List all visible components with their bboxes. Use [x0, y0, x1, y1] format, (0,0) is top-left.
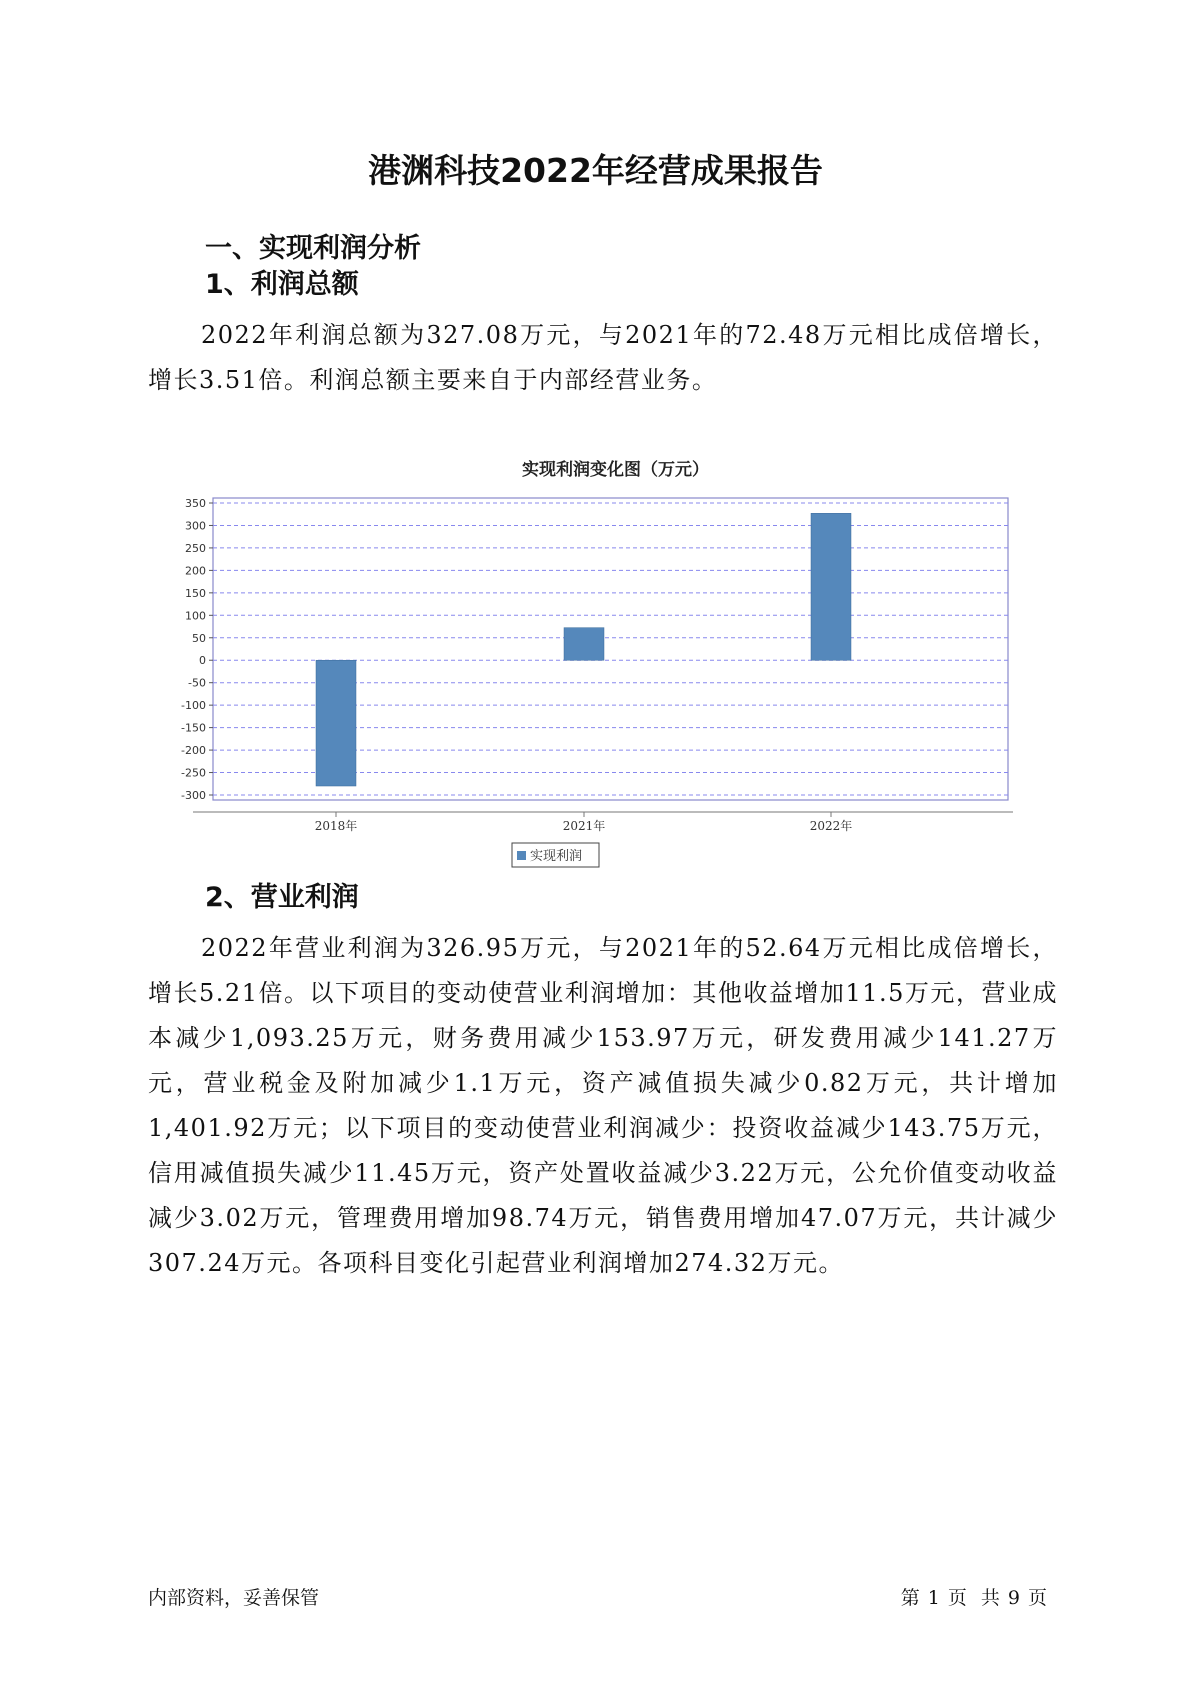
page-title: 港渊科技2022年经营成果报告	[368, 151, 823, 190]
y-tick-label: -250	[181, 766, 206, 780]
paragraph-profit-total: 2022年利润总额为327.08万元，与2021年的72.48万元相比成倍增长，增长3.51倍。利润总额主要来自于内部经营业务。	[148, 321, 1058, 394]
y-tick-label: -100	[181, 699, 206, 713]
y-tick-label: 100	[185, 609, 206, 623]
y-tick-label: 50	[192, 631, 206, 645]
x-tick-label: 2022年	[809, 819, 853, 833]
total-prefix: 共	[980, 1587, 1000, 1609]
legend-label: 实现利润	[530, 849, 583, 864]
section-heading: 一、实现利润分析	[205, 233, 421, 264]
x-tick-label: 2018年	[314, 819, 358, 833]
bar-2018年	[316, 660, 356, 786]
bar-2022年	[811, 513, 851, 660]
subsection-heading-operating-profit: 2、营业利润	[205, 882, 359, 913]
y-tick-label: 200	[185, 564, 206, 578]
subsection-heading-profit-total: 1、利润总额	[205, 269, 359, 300]
y-tick-label: -50	[188, 676, 206, 690]
y-tick-label: 150	[185, 586, 206, 600]
total-pages: 9	[1007, 1587, 1020, 1609]
page-prefix: 第	[900, 1587, 920, 1609]
profit-chart	[170, 455, 1040, 915]
y-tick-label: 300	[185, 519, 206, 533]
chart-title: 实现利润变化图（万元）	[522, 460, 709, 480]
y-tick-label: 250	[185, 541, 206, 555]
footer-page-number	[897, 1583, 1051, 1610]
footer-confidential-note: 内部资料，妥善保管	[148, 1587, 320, 1609]
legend-swatch	[517, 851, 526, 860]
total-suffix: 页	[1027, 1587, 1047, 1609]
y-tick-label: 0	[199, 654, 206, 668]
y-tick-label: -300	[181, 789, 206, 802]
y-tick-label: 350	[185, 497, 206, 510]
paragraph-operating-profit: 2022年营业利润为326.95万元，与2021年的52.64万元相比成倍增长，增长5.21倍。以下项目的变动使营业利润增加：其他收益增加11.5万元，营业成本减少1,093.25万元，财务费用减少153.97万元，研发费用减少141.27万元，营业税金及附加减少1.1万元，资产减值损失减少0.82万元，共计增加1,401.92万元；以下项目的变动使营业利润减少：投资收益减少143.75万元，信用减值损失减少11.45万元，资产处置收益减少3.22万元，公允价值变动收益减少3.02万元，管理费用增加98.74万元，销售费用增加47.07万元，共计减少307.24万元。各项科目变化引起营业利润增加274.32万元。	[148, 934, 1058, 1277]
page-word: 页	[947, 1587, 967, 1609]
bar-2021年	[564, 628, 604, 661]
page-number: 1	[927, 1587, 940, 1609]
y-tick-label: -150	[181, 721, 206, 735]
y-tick-label: -200	[181, 744, 206, 758]
profit-bar-chart	[170, 455, 1040, 915]
x-tick-label: 2021年	[562, 819, 606, 833]
